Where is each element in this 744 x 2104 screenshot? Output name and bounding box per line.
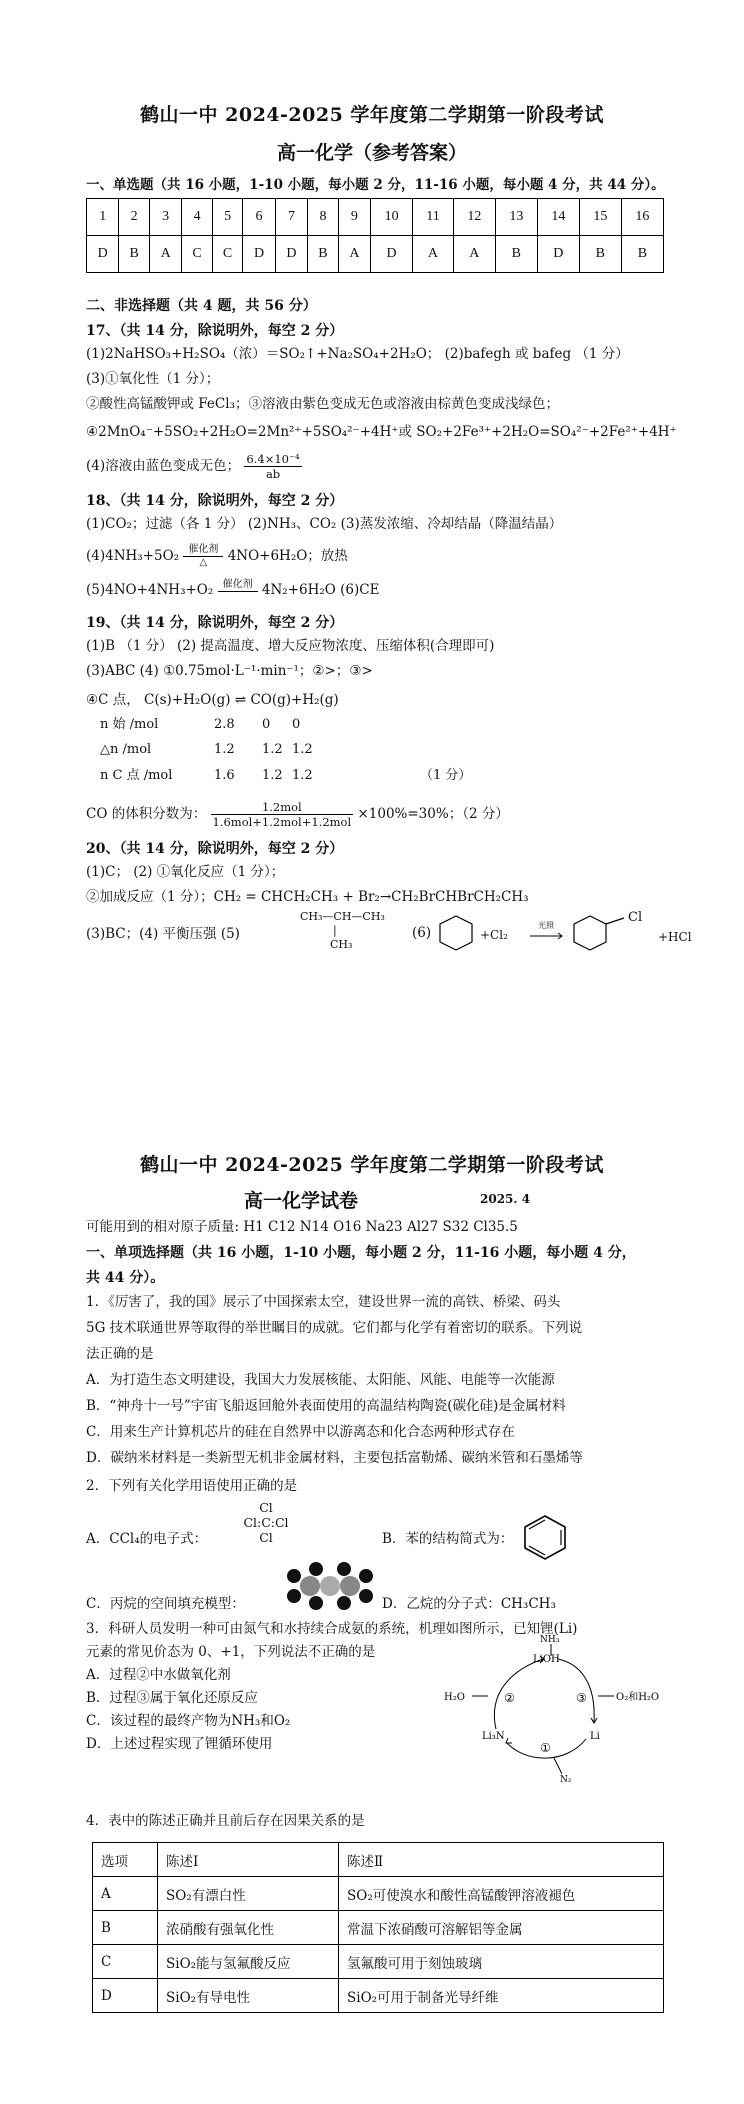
q4-cell: SO₂有漂白性 xyxy=(158,1877,339,1911)
q3-option: C．该过程的最终产物为NH₃和O₂ xyxy=(86,1713,291,1729)
exam-part1-line1: 一、单项选择题（共 16 小题，1-10 小题，每小题 2 分，11-16 小题，每小题 4 分， xyxy=(86,1245,636,1261)
q19-line-2: (3)ABC (4) ①0.75mol·L⁻¹·min⁻¹；②>；③> xyxy=(86,663,373,679)
diagram-step-3: ③ xyxy=(576,1691,587,1705)
exam-date: 2025. 4 xyxy=(480,1192,531,1206)
q4-cell: B xyxy=(93,1911,158,1945)
q18-eq4-heat: △ xyxy=(199,557,208,568)
question-number-cell: 5 xyxy=(212,199,243,236)
question-number-cell: 9 xyxy=(338,199,370,236)
q19-table-cell: 0 xyxy=(262,717,271,732)
part1-heading: 一、单选题（共 16 小题，1-10 小题，每小题 2 分，11-16 小题，每小题 4 分，共 44 分）。 xyxy=(86,177,665,193)
q18-eq5-left: (5)4NO+4NH₃+O₂ xyxy=(86,582,214,598)
q4-row xyxy=(93,1945,664,1979)
diagram-o2-h2o: O₂和H₂O xyxy=(616,1692,660,1703)
q4-stem: 4．表中的陈述正确并且前后存在因果关系的是 xyxy=(86,1813,365,1829)
q4-row xyxy=(93,1911,664,1945)
answer-letter-cell: D xyxy=(87,236,119,273)
diagram-li3n: Li₃N xyxy=(482,1731,505,1742)
q17-heading: 17、（共 14 分，除说明外，每空 2 分） xyxy=(86,323,344,339)
q1-option: A．为打造生态文明建设，我国大力发展核能、太阳能、风能、电能等一次能源 xyxy=(86,1372,555,1388)
diagram-step-2: ② xyxy=(504,1691,515,1705)
h-atom xyxy=(287,1589,301,1603)
question-number-cell: 1 xyxy=(87,199,119,236)
q19-frac-numerator: 1.2mol xyxy=(211,800,354,815)
answer-letter-cell: D xyxy=(537,236,579,273)
q19-frac-denominator: 1.6mol+1.2mol+1.2mol xyxy=(212,815,352,829)
h-atom xyxy=(359,1569,373,1583)
q3-option: D．上述过程实现了锂循环使用 xyxy=(86,1736,273,1752)
h-atom xyxy=(287,1569,301,1583)
q2-option-b: B．苯的结构简式为： xyxy=(382,1531,514,1547)
q4-cell: C xyxy=(93,1945,158,1979)
q20-6-label: (6) xyxy=(412,925,432,941)
question-number-cell: 15 xyxy=(579,199,621,236)
question-number-cell: 12 xyxy=(453,199,495,236)
q19-table-cell: n C 点 /mol xyxy=(100,768,173,783)
answer-letter-cell: B xyxy=(579,236,621,273)
q20-heading: 20、（共 14 分，除说明外，每空 2 分） xyxy=(86,841,344,857)
q19-table-cell: 1.2 xyxy=(214,742,235,757)
diagram-n2: N₂ xyxy=(560,1775,572,1784)
answer-table xyxy=(86,198,664,273)
q4-header-row xyxy=(93,1843,664,1877)
q4-cell: 常温下浓硝酸可溶解铝等金属 xyxy=(339,1911,664,1945)
q20-6-hcl: +HCl xyxy=(658,930,692,944)
q4-header-cell: 选项 xyxy=(93,1843,158,1877)
q4-cell: D xyxy=(93,1979,158,2013)
answer-letter-cell: A xyxy=(453,236,495,273)
c-atom xyxy=(320,1576,340,1596)
q19-table-cell: 1.2 xyxy=(262,742,283,757)
c-atom xyxy=(340,1576,360,1596)
q17-line-2: (3)①氧化性（1 分）； xyxy=(86,371,220,387)
question-number-cell: 2 xyxy=(119,199,150,236)
q17-line-3: ②酸性高锰酸钾或 FeCl₃；③溶液由紫色变成无色或溶液由棕黄色变成浅绿色； xyxy=(86,396,559,412)
q4-cell: 氢氟酸可用于刻蚀玻璃 xyxy=(339,1945,664,1979)
diagram-lioh: LiOH xyxy=(533,1654,560,1665)
q19-co-fraction-line xyxy=(86,800,509,829)
q19-fraction xyxy=(211,800,354,829)
benzene-ring-icon xyxy=(525,1516,565,1559)
answer-letter-cell: B xyxy=(621,236,663,273)
question-number-cell: 4 xyxy=(182,199,213,236)
q19-frac-prefix: CO 的体积分数为： xyxy=(86,806,207,822)
q18-eq4-left: (4)4NH₃+5O₂ xyxy=(86,548,180,564)
answer-letter-cell: D xyxy=(371,236,413,273)
q19-table-cell: 2.8 xyxy=(214,717,235,732)
q18-eq5-right: 4N₂+6H₂O (6)CE xyxy=(261,582,380,598)
q20-6-reaction xyxy=(434,910,694,958)
cyclohexane-ring-left xyxy=(440,916,472,950)
q18-line-1: (1)CO₂；过滤（各 1 分） (2)NH₃、CO₂ (3)蒸发浓缩、冷却结晶（降温结晶） xyxy=(86,516,563,532)
diagram-nh3: NH₃ xyxy=(540,1635,560,1645)
question-number-cell: 3 xyxy=(149,199,181,236)
q4-cell: SiO₂有导电性 xyxy=(158,1979,339,2013)
q20-6-cl: Cl xyxy=(628,910,643,925)
answer-letter-cell: C xyxy=(212,236,243,273)
c-atom xyxy=(300,1576,320,1596)
question-number-cell: 8 xyxy=(308,199,339,236)
diagram-h2o: H₂O xyxy=(444,1692,465,1703)
q4-cell: SiO₂能与氢氟酸反应 xyxy=(158,1945,339,1979)
answer-letter-cell: D xyxy=(243,236,275,273)
h-atom xyxy=(337,1562,351,1576)
q4-table xyxy=(92,1842,664,2013)
q20-line-2: ②加成反应（1 分）；CH₂ = CHCH₂CH₃ + Br₂→CH₂BrCHBrCH₂CH₃ xyxy=(86,889,529,905)
q4-row xyxy=(93,1877,664,1911)
ccl4-middle: Cl:C:Cl xyxy=(243,1515,289,1530)
q18-eq4-right: 4NO+6H₂O；放热 xyxy=(227,548,348,564)
ccl4-top: Cl xyxy=(259,1500,273,1515)
answer-letter-cell: A xyxy=(149,236,181,273)
q19-table-cell: 1.6 xyxy=(214,768,235,783)
answer-number-row xyxy=(87,199,664,236)
answer-letter-row xyxy=(87,236,664,273)
q2-option-c: C．丙烷的空间填充模型： xyxy=(86,1596,245,1612)
q19-line-3: ④C 点， C(s)+H₂O(g) ⇌ CO(g)+H₂(g) xyxy=(86,692,339,708)
q4-cell: A xyxy=(93,1877,158,1911)
q20-line-1: (1)C； (2) ①氧化反应（1 分）； xyxy=(86,864,285,880)
q2-stem: 2．下列有关化学用语使用正确的是 xyxy=(86,1478,298,1494)
q19-frac-suffix: ×100%=30%；（2 分） xyxy=(357,806,509,822)
question-number-cell: 16 xyxy=(621,199,663,236)
q20-structure-top: CH₃—CH—CH₃ xyxy=(300,910,385,923)
cyclohexane-ring-right xyxy=(574,916,606,950)
q3-option: B．过程③属于氧化还原反应 xyxy=(86,1690,258,1706)
q18-heading: 18、（共 14 分，除说明外，每空 2 分） xyxy=(86,493,344,509)
answer-letter-cell: B xyxy=(308,236,339,273)
exam-subtitle: 高一化学试卷 xyxy=(244,1190,359,1212)
h-atom xyxy=(309,1596,323,1610)
q2-option-a: A．CCl₄的电子式： xyxy=(86,1531,208,1547)
q20-structure: CH₃—CH—CH₃ | CH₃ xyxy=(300,910,385,951)
q4-header-cell: 陈述Ⅱ xyxy=(339,1843,664,1877)
q1-stem-line: 5G 技术联通世界等取得的举世瞩目的成就。它们都与化学有着密切的联系。下列说 xyxy=(86,1320,583,1336)
q3-stem-line: 3．科研人员发明一种可由氮气和水持续合成氨的系统，机理如图所示，已知锂(Li) xyxy=(86,1621,578,1637)
question-number-cell: 7 xyxy=(275,199,307,236)
answer-letter-cell: A xyxy=(413,236,454,273)
answer-letter-cell: B xyxy=(119,236,150,273)
answer-letter-cell: A xyxy=(338,236,370,273)
q4-cell: SO₂可使溴水和酸性高锰酸钾溶液褪色 xyxy=(339,1877,664,1911)
q17-4-numerator: 6.4×10⁻⁴ xyxy=(246,452,300,466)
q17-4-fraction xyxy=(244,452,301,481)
h-atom xyxy=(337,1596,351,1610)
q19-table-cell: △n /mol xyxy=(100,742,152,757)
exam-title: 鹤山一中 2024-2025 学年度第二学期第一阶段考试 xyxy=(140,1154,604,1176)
q17-4-denominator: ab xyxy=(265,467,281,481)
q20-line-3: (3)BC；(4) 平衡压强 (5) xyxy=(86,926,240,942)
question-number-cell: 13 xyxy=(495,199,537,236)
lithium-cycle-diagram xyxy=(436,1634,666,1784)
q18-line-3 xyxy=(86,580,379,601)
q19-table-cell: 1.2 xyxy=(292,768,313,783)
answer-letter-cell: C xyxy=(182,236,213,273)
part2-heading: 二、非选择题（共 4 题，共 56 分） xyxy=(86,298,317,314)
propane-space-filling-model xyxy=(282,1562,378,1610)
q1-stem-line: 1．《厉害了，我的国》展示了中国探索太空，建设世界一流的高铁、桥梁、码头 xyxy=(86,1294,561,1310)
q19-table-cell: 1.2 xyxy=(292,742,313,757)
q18-eq5-arrow xyxy=(218,580,258,601)
q17-line-4: ④2MnO₄⁻+5SO₂+2H₂O=2Mn²⁺+5SO₄²⁻+4H⁺或 SO₂+2Fe³⁺+2H₂O=SO₄²⁻+2Fe²⁺+4H⁺ xyxy=(86,424,677,440)
q1-option: B．“神舟十一号”宇宙飞船返回舱外表面使用的高温结构陶瓷(碳化硅)是金属材料 xyxy=(86,1398,566,1414)
answer-subtitle: 高一化学（参考答案） xyxy=(276,142,467,164)
answer-letter-cell: D xyxy=(275,236,307,273)
q19-table-cell: 0 xyxy=(292,717,301,732)
question-number-cell: 10 xyxy=(371,199,413,236)
h-atom xyxy=(359,1589,373,1603)
q17-4-prefix: (4)溶液由蓝色变成无色； xyxy=(86,458,241,474)
q18-eq4-arrow xyxy=(183,545,223,568)
q19-table-cell: 1.2 xyxy=(262,768,283,783)
q20-6-plus-cl2: +Cl₂ xyxy=(480,928,508,942)
exam-part1-line2: 共 44 分）。 xyxy=(86,1270,165,1286)
q4-cell: 浓硝酸有强氧化性 xyxy=(158,1911,339,1945)
q1-option: D．碳纳米材料是一类新型无机非金属材料，主要包括富勒烯、碳纳米管和石墨烯等 xyxy=(86,1450,583,1466)
q4-header-cell: 陈述Ⅰ xyxy=(158,1843,339,1877)
q19-heading: 19、（共 14 分，除说明外，每空 2 分） xyxy=(86,615,344,631)
q1-stem-line: 法正确的是 xyxy=(86,1346,154,1362)
question-number-cell: 6 xyxy=(243,199,275,236)
q3-option: A．过程②中水做氧化剂 xyxy=(86,1667,231,1683)
atomic-masses: 可能用到的相对原子质量: H1 C12 N14 O16 Na23 Al27 S32 Cl35.5 xyxy=(86,1219,518,1235)
q20-structure-bottom: CH₃ xyxy=(330,938,353,951)
q18-eq5-catalyst: 催化剂 xyxy=(222,579,253,590)
answer-title: 鹤山一中 2024-2025 学年度第二学期第一阶段考试 xyxy=(140,104,604,126)
q4-row xyxy=(93,1979,664,2013)
diagram-step-1: ① xyxy=(540,1741,551,1755)
q1-option: C．用来生产计算机芯片的硅在自然界中以游离态和化合态两种形式存在 xyxy=(86,1424,515,1440)
benzene-structure xyxy=(518,1512,572,1562)
question-number-cell: 11 xyxy=(413,199,454,236)
q17-line-1: (1)2NaHSO₃+H₂SO₄（浓）＝SO₂↑+Na₂SO₄+2H₂O； (2)bafegh 或 bafeg （1 分） xyxy=(86,346,629,362)
q20-6-light: 光照 xyxy=(538,921,554,930)
h-atom xyxy=(309,1562,323,1576)
q19-table-cell: n 始 /mol xyxy=(100,717,159,732)
q4-cell: SiO₂可用于制备光导纤维 xyxy=(339,1979,664,2013)
q19-table-cell: （1 分） xyxy=(420,768,472,783)
ccl4-electron-formula xyxy=(236,1500,296,1545)
q19-line-1: (1)B （1 分） (2) 提高温度、增大反应物浓度、压缩体积(合理即可) xyxy=(86,638,495,654)
q18-eq4-catalyst: 催化剂 xyxy=(188,544,219,555)
q17-line-5 xyxy=(86,452,302,481)
q3-stem-line: 元素的常见价态为 0、+1，下列说法不正确的是 xyxy=(86,1644,376,1660)
q18-line-2 xyxy=(86,545,348,568)
diagram-li: Li xyxy=(590,1731,600,1742)
answer-letter-cell: B xyxy=(495,236,537,273)
ccl4-bottom: Cl xyxy=(259,1530,273,1545)
question-number-cell: 14 xyxy=(537,199,579,236)
q2-option-d: D．乙烷的分子式：CH₃CH₃ xyxy=(382,1596,556,1612)
